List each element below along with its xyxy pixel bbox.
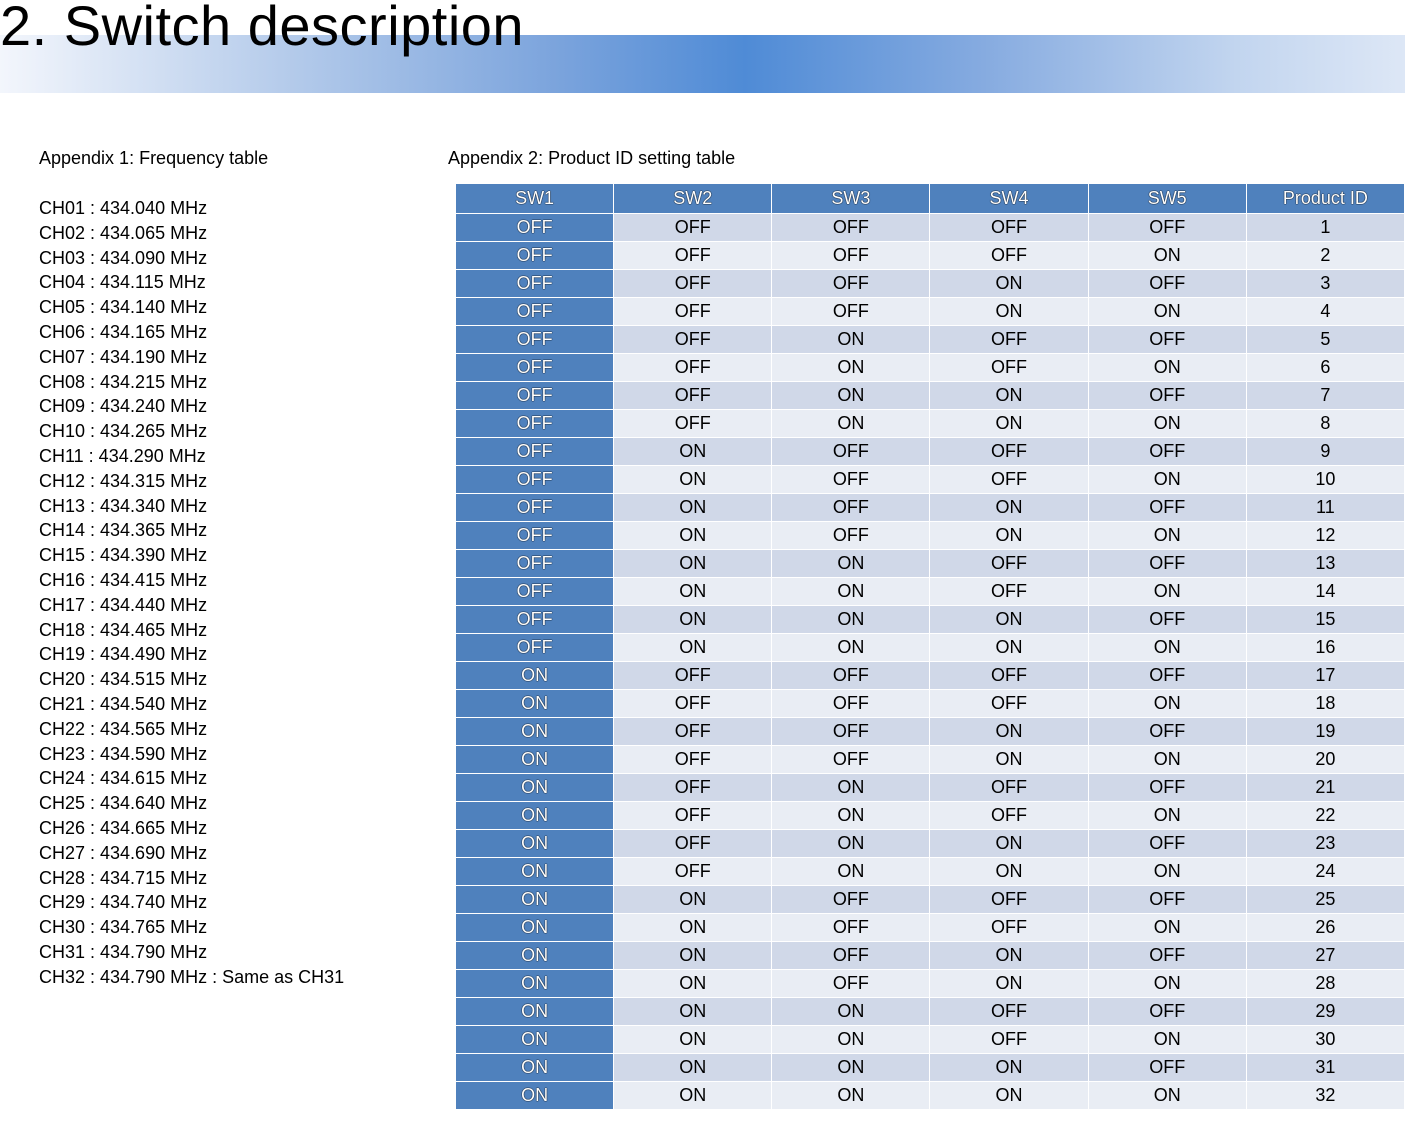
table-row [456,942,1405,970]
table-cell: ON [930,382,1088,410]
table-cell: OFF [772,746,930,774]
table-cell: ON [456,914,614,942]
table-cell: ON [1088,970,1246,998]
frequency-entry: CH31 : 434.790 MHz [39,941,208,962]
table-cell: OFF [930,914,1088,942]
table-cell: ON [1088,1082,1246,1110]
table-row [456,326,1405,354]
table-cell: ON [772,1054,930,1082]
frequency-entry: CH15 : 434.390 MHz [39,545,208,566]
table-cell: OFF [930,242,1088,270]
table-cell: ON [456,830,614,858]
table-cell: OFF [772,242,930,270]
table-cell: ON [930,718,1088,746]
table-row [456,270,1405,298]
table-cell: OFF [930,326,1088,354]
table-row [456,494,1405,522]
frequency-entry: CH13 : 434.340 MHz [39,495,208,516]
table-cell: OFF [1088,1054,1246,1082]
table-cell: OFF [456,494,614,522]
table-cell: OFF [456,298,614,326]
frequency-entry: CH06 : 434.165 MHz [39,321,208,342]
table-row [456,438,1405,466]
table-cell: OFF [1088,774,1246,802]
table-cell: OFF [456,242,614,270]
table-row [456,886,1405,914]
frequency-entry: CH22 : 434.565 MHz [39,718,208,739]
table-cell: OFF [614,326,772,354]
table-cell: 11 [1246,494,1404,522]
table-cell: ON [1088,242,1246,270]
table-cell: OFF [772,718,930,746]
frequency-entry: CH02 : 434.065 MHz [39,222,208,243]
table-cell: ON [456,662,614,690]
table-cell: OFF [614,270,772,298]
frequency-entry: CH08 : 434.215 MHz [39,371,208,392]
product-id-table [455,183,1405,1110]
table-cell: ON [614,942,772,970]
table-cell: 22 [1246,802,1404,830]
table-cell: ON [1088,690,1246,718]
table-cell: OFF [1088,550,1246,578]
frequency-entry: CH27 : 434.690 MHz [39,842,208,863]
frequency-entry: CH19 : 434.490 MHz [39,644,208,665]
column-header-sw4: SW4 [930,184,1088,214]
table-row [456,606,1405,634]
table-row [456,718,1405,746]
frequency-entry: CH04 : 434.115 MHz [39,272,206,293]
table-cell: ON [772,326,930,354]
table-cell: ON [930,522,1088,550]
table-cell: ON [1088,858,1246,886]
table-cell: 24 [1246,858,1404,886]
table-cell: OFF [772,942,930,970]
frequency-entry: CH30 : 434.765 MHz [39,917,208,938]
column-header-sw1: SW1 [456,184,614,214]
table-row [456,802,1405,830]
table-cell: ON [772,802,930,830]
table-cell: ON [456,1082,614,1110]
table-cell: OFF [1088,494,1246,522]
table-row [456,1054,1405,1082]
table-cell: ON [772,354,930,382]
table-row [456,746,1405,774]
table-cell: OFF [614,298,772,326]
table-cell: 21 [1246,774,1404,802]
table-row [456,690,1405,718]
table-cell: 14 [1246,578,1404,606]
table-cell: OFF [772,298,930,326]
table-row [456,998,1405,1026]
table-cell: 29 [1246,998,1404,1026]
table-cell: 5 [1246,326,1404,354]
table-cell: 31 [1246,1054,1404,1082]
table-cell: ON [930,858,1088,886]
table-cell: ON [930,410,1088,438]
frequency-entry: CH23 : 434.590 MHz [39,743,208,764]
table-cell: OFF [930,354,1088,382]
table-cell: OFF [1088,886,1246,914]
table-cell: 10 [1246,466,1404,494]
table-cell: OFF [456,382,614,410]
table-cell: ON [772,382,930,410]
table-cell: ON [614,550,772,578]
table-row [456,1026,1405,1054]
table-row [456,1082,1405,1110]
page-title: 2. Switch description [0,0,525,57]
table-cell: ON [1088,802,1246,830]
frequency-entry: CH09 : 434.240 MHz [39,396,208,417]
table-cell: ON [456,774,614,802]
table-cell: OFF [930,1026,1088,1054]
table-cell: ON [456,1026,614,1054]
table-cell: ON [1088,354,1246,382]
table-cell: OFF [772,214,930,242]
table-cell: 3 [1246,270,1404,298]
table-cell: 23 [1246,830,1404,858]
table-cell: 19 [1246,718,1404,746]
table-cell: ON [614,634,772,662]
frequency-entry: CH21 : 434.540 MHz [39,693,208,714]
frequency-list [39,196,344,990]
table-cell: 28 [1246,970,1404,998]
table-cell: OFF [930,214,1088,242]
table-cell: OFF [1088,438,1246,466]
table-cell: ON [614,494,772,522]
table-cell: OFF [1088,942,1246,970]
table-cell: ON [772,858,930,886]
frequency-entry: CH16 : 434.415 MHz [39,569,208,590]
frequency-table-title: Appendix 1: Frequency table [39,148,269,168]
table-cell: OFF [1088,326,1246,354]
table-cell: ON [614,438,772,466]
frequency-entry: CH12 : 434.315 MHz [39,470,208,491]
table-cell: ON [456,858,614,886]
table-cell: 27 [1246,942,1404,970]
table-cell: OFF [930,438,1088,466]
table-cell: ON [930,634,1088,662]
table-cell: 17 [1246,662,1404,690]
table-cell: 12 [1246,522,1404,550]
table-cell: OFF [930,662,1088,690]
table-cell: ON [1088,410,1246,438]
table-row [456,830,1405,858]
table-cell: ON [614,1026,772,1054]
table-cell: OFF [772,970,930,998]
table-cell: OFF [772,886,930,914]
table-cell: ON [930,970,1088,998]
table-cell: ON [930,1082,1088,1110]
frequency-entry: CH26 : 434.665 MHz [39,817,208,838]
table-cell: ON [1088,578,1246,606]
table-cell: OFF [456,522,614,550]
frequency-entry: CH18 : 434.465 MHz [39,619,208,640]
table-cell: ON [930,298,1088,326]
table-cell: ON [614,606,772,634]
table-cell: OFF [614,354,772,382]
table-cell: ON [456,942,614,970]
column-header-sw3: SW3 [772,184,930,214]
table-cell: ON [930,606,1088,634]
frequency-entry: CH05 : 434.140 MHz [39,297,208,318]
table-cell: OFF [456,550,614,578]
table-cell: OFF [614,410,772,438]
table-cell: ON [614,914,772,942]
table-cell: ON [614,578,772,606]
table-cell: ON [456,886,614,914]
table-cell: OFF [1088,606,1246,634]
table-cell: OFF [456,578,614,606]
table-cell: 9 [1246,438,1404,466]
frequency-entry: CH29 : 434.740 MHz [39,892,208,913]
table-cell: 18 [1246,690,1404,718]
table-row [456,970,1405,998]
table-cell: ON [1088,466,1246,494]
table-cell: 8 [1246,410,1404,438]
table-row [456,578,1405,606]
table-body [456,214,1405,1110]
table-cell: 13 [1246,550,1404,578]
column-header-sw2: SW2 [614,184,772,214]
table-cell: ON [456,1054,614,1082]
table-cell: ON [772,774,930,802]
table-cell: OFF [456,606,614,634]
table-cell: ON [456,690,614,718]
table-cell: 4 [1246,298,1404,326]
table-cell: ON [614,998,772,1026]
table-cell: OFF [772,522,930,550]
table-cell: ON [456,718,614,746]
table-cell: ON [456,746,614,774]
table-cell: ON [772,1082,930,1110]
table-cell: OFF [456,270,614,298]
table-cell: 20 [1246,746,1404,774]
table-cell: 15 [1246,606,1404,634]
table-cell: ON [456,998,614,1026]
frequency-entry: CH03 : 434.090 MHz [39,247,208,268]
table-cell: 2 [1246,242,1404,270]
frequency-entry: CH10 : 434.265 MHz [39,421,208,442]
table-cell: ON [772,634,930,662]
frequency-entry: CH32 : 434.790 MHz : Same as CH31 [39,966,345,987]
table-row [456,550,1405,578]
table-cell: 6 [1246,354,1404,382]
table-cell: OFF [614,690,772,718]
table-cell: OFF [772,494,930,522]
table-cell: OFF [1088,382,1246,410]
table-row [456,662,1405,690]
table-cell: OFF [614,718,772,746]
table-cell: ON [930,1054,1088,1082]
table-cell: OFF [614,242,772,270]
table-row [456,466,1405,494]
table-cell: ON [772,578,930,606]
table-cell: OFF [1088,662,1246,690]
table-cell: OFF [1088,270,1246,298]
table-cell: ON [1088,1026,1246,1054]
frequency-entry: CH20 : 434.515 MHz [39,669,208,690]
table-cell: OFF [1088,718,1246,746]
table-cell: OFF [930,886,1088,914]
table-cell: 32 [1246,1082,1404,1110]
table-cell: OFF [930,466,1088,494]
table-cell: ON [930,270,1088,298]
table-cell: OFF [614,802,772,830]
frequency-entry: CH01 : 434.040 MHz [39,198,208,218]
table-cell: ON [772,830,930,858]
table-row [456,858,1405,886]
column-header-sw5: SW5 [1088,184,1246,214]
table-cell: ON [930,494,1088,522]
table-cell: ON [614,1054,772,1082]
table-cell: OFF [614,382,772,410]
table-cell: ON [1088,522,1246,550]
table-cell: OFF [772,662,930,690]
table-cell: OFF [456,466,614,494]
column-header-product-id: Product ID [1246,184,1404,214]
table-cell: 7 [1246,382,1404,410]
frequency-entry: CH28 : 434.715 MHz [39,867,208,888]
table-cell: ON [772,998,930,1026]
table-row [456,634,1405,662]
table-cell: OFF [614,830,772,858]
table-cell: OFF [930,774,1088,802]
table-cell: OFF [614,858,772,886]
table-cell: OFF [772,466,930,494]
frequency-entry: CH17 : 434.440 MHz [39,594,208,615]
table-cell: ON [614,522,772,550]
table-row [456,774,1405,802]
table-cell: 16 [1246,634,1404,662]
table-cell: OFF [772,690,930,718]
table-cell: OFF [930,998,1088,1026]
table-cell: ON [930,830,1088,858]
table-cell: ON [772,410,930,438]
table-cell: OFF [456,214,614,242]
table-row [456,214,1405,242]
table-row [456,354,1405,382]
table-row [456,522,1405,550]
table-cell: ON [1088,914,1246,942]
table-cell: OFF [1088,998,1246,1026]
product-id-table-title: Appendix 2: Product ID setting table [448,148,736,168]
table-cell: OFF [456,326,614,354]
table-cell: OFF [772,914,930,942]
table-cell: ON [930,942,1088,970]
table-cell: OFF [1088,214,1246,242]
table-cell: OFF [456,410,614,438]
table-cell: ON [456,970,614,998]
table-cell: 25 [1246,886,1404,914]
table-cell: ON [1088,298,1246,326]
frequency-entry: CH11 : 434.290 MHz [39,445,206,466]
frequency-entry: CH24 : 434.615 MHz [39,768,208,789]
table-cell: OFF [614,746,772,774]
table-cell: OFF [772,438,930,466]
table-cell: OFF [456,354,614,382]
table-cell: ON [1088,746,1246,774]
table-cell: ON [456,802,614,830]
frequency-entry: CH14 : 434.365 MHz [39,520,208,541]
table-cell: OFF [772,270,930,298]
table-cell: OFF [930,578,1088,606]
frequency-entry: CH07 : 434.190 MHz [39,346,208,367]
table-cell: OFF [456,438,614,466]
table-cell: OFF [614,662,772,690]
table-cell: ON [614,970,772,998]
table-cell: ON [772,606,930,634]
table-cell: ON [614,1082,772,1110]
table-cell: OFF [1088,830,1246,858]
table-cell: 1 [1246,214,1404,242]
table-cell: 30 [1246,1026,1404,1054]
table-row [456,914,1405,942]
table-cell: ON [614,466,772,494]
table-row [456,242,1405,270]
table-cell: ON [930,746,1088,774]
table-cell: OFF [614,774,772,802]
table-cell: ON [772,1026,930,1054]
table-row [456,298,1405,326]
table-cell: OFF [930,690,1088,718]
table-cell: ON [772,550,930,578]
table-cell: OFF [930,802,1088,830]
table-cell: OFF [930,550,1088,578]
table-cell: OFF [614,214,772,242]
table-cell: OFF [456,634,614,662]
table-cell: 26 [1246,914,1404,942]
table-row [456,410,1405,438]
table-row [456,382,1405,410]
table-header-row [456,184,1405,214]
table-cell: ON [614,886,772,914]
table-cell: ON [1088,634,1246,662]
frequency-entry: CH25 : 434.640 MHz [39,793,208,814]
